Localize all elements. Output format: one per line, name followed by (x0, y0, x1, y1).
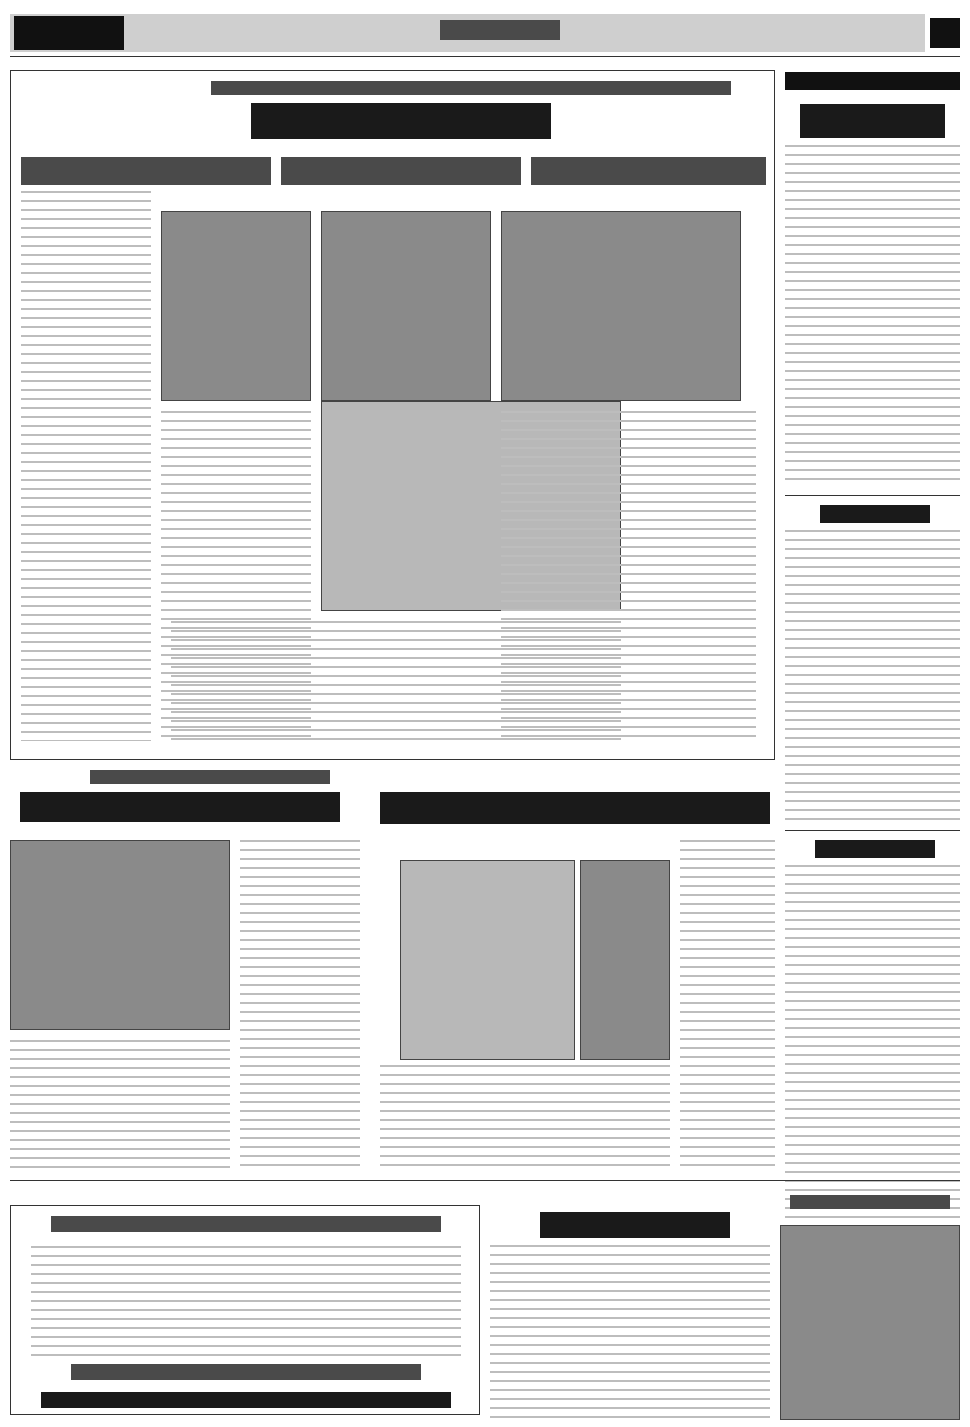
main-body-left (21, 191, 151, 741)
bottom-right-kicker (790, 1195, 950, 1209)
mid-right-photo-b (580, 860, 670, 1060)
subhead-left (21, 157, 271, 185)
logo (14, 16, 124, 50)
sidebar-headline-2 (820, 505, 930, 523)
mid-right-headline (380, 792, 770, 824)
mid-left-body-a (240, 840, 360, 1170)
mid-right-photo-a (400, 860, 575, 1060)
sidebar-body-2 (785, 530, 960, 820)
mid-right-body-b (380, 1065, 670, 1170)
ad-sponsor (71, 1364, 421, 1380)
photo-right (501, 211, 741, 401)
main-headline (251, 103, 551, 139)
section-title (440, 20, 560, 40)
photo-left (161, 211, 311, 401)
main-body-bottom (171, 621, 621, 741)
sidebar-rule-1 (785, 495, 960, 496)
sidebar-headline-1 (800, 104, 945, 138)
lower-rule (10, 1180, 960, 1181)
photo-center (321, 211, 491, 401)
mid-left-kicker (90, 770, 330, 784)
bottom-right-headline (540, 1212, 730, 1238)
sidebar-headline-3 (815, 840, 935, 858)
main-kicker (211, 81, 731, 95)
subhead-center (281, 157, 521, 185)
sidebar-body-3 (785, 865, 960, 1230)
sidebar-header (785, 72, 960, 90)
page-number-block (930, 18, 960, 48)
mid-left-headline (20, 792, 340, 822)
ad-body (31, 1246, 461, 1356)
subhead-right (531, 157, 766, 185)
ad-headline (51, 1216, 441, 1232)
main-feature (10, 70, 775, 760)
masthead-rule (10, 56, 960, 57)
ad-contact (41, 1392, 451, 1408)
mid-left-photo (10, 840, 230, 1030)
sidebar-rule-2 (785, 830, 960, 831)
sidebar-body-1 (785, 145, 960, 485)
bottom-right-photo (780, 1225, 960, 1420)
bottom-left-ad (10, 1205, 480, 1415)
mid-right-body-a (680, 840, 775, 1170)
bottom-right-body (490, 1245, 770, 1420)
mid-left-body-b (10, 1040, 230, 1170)
